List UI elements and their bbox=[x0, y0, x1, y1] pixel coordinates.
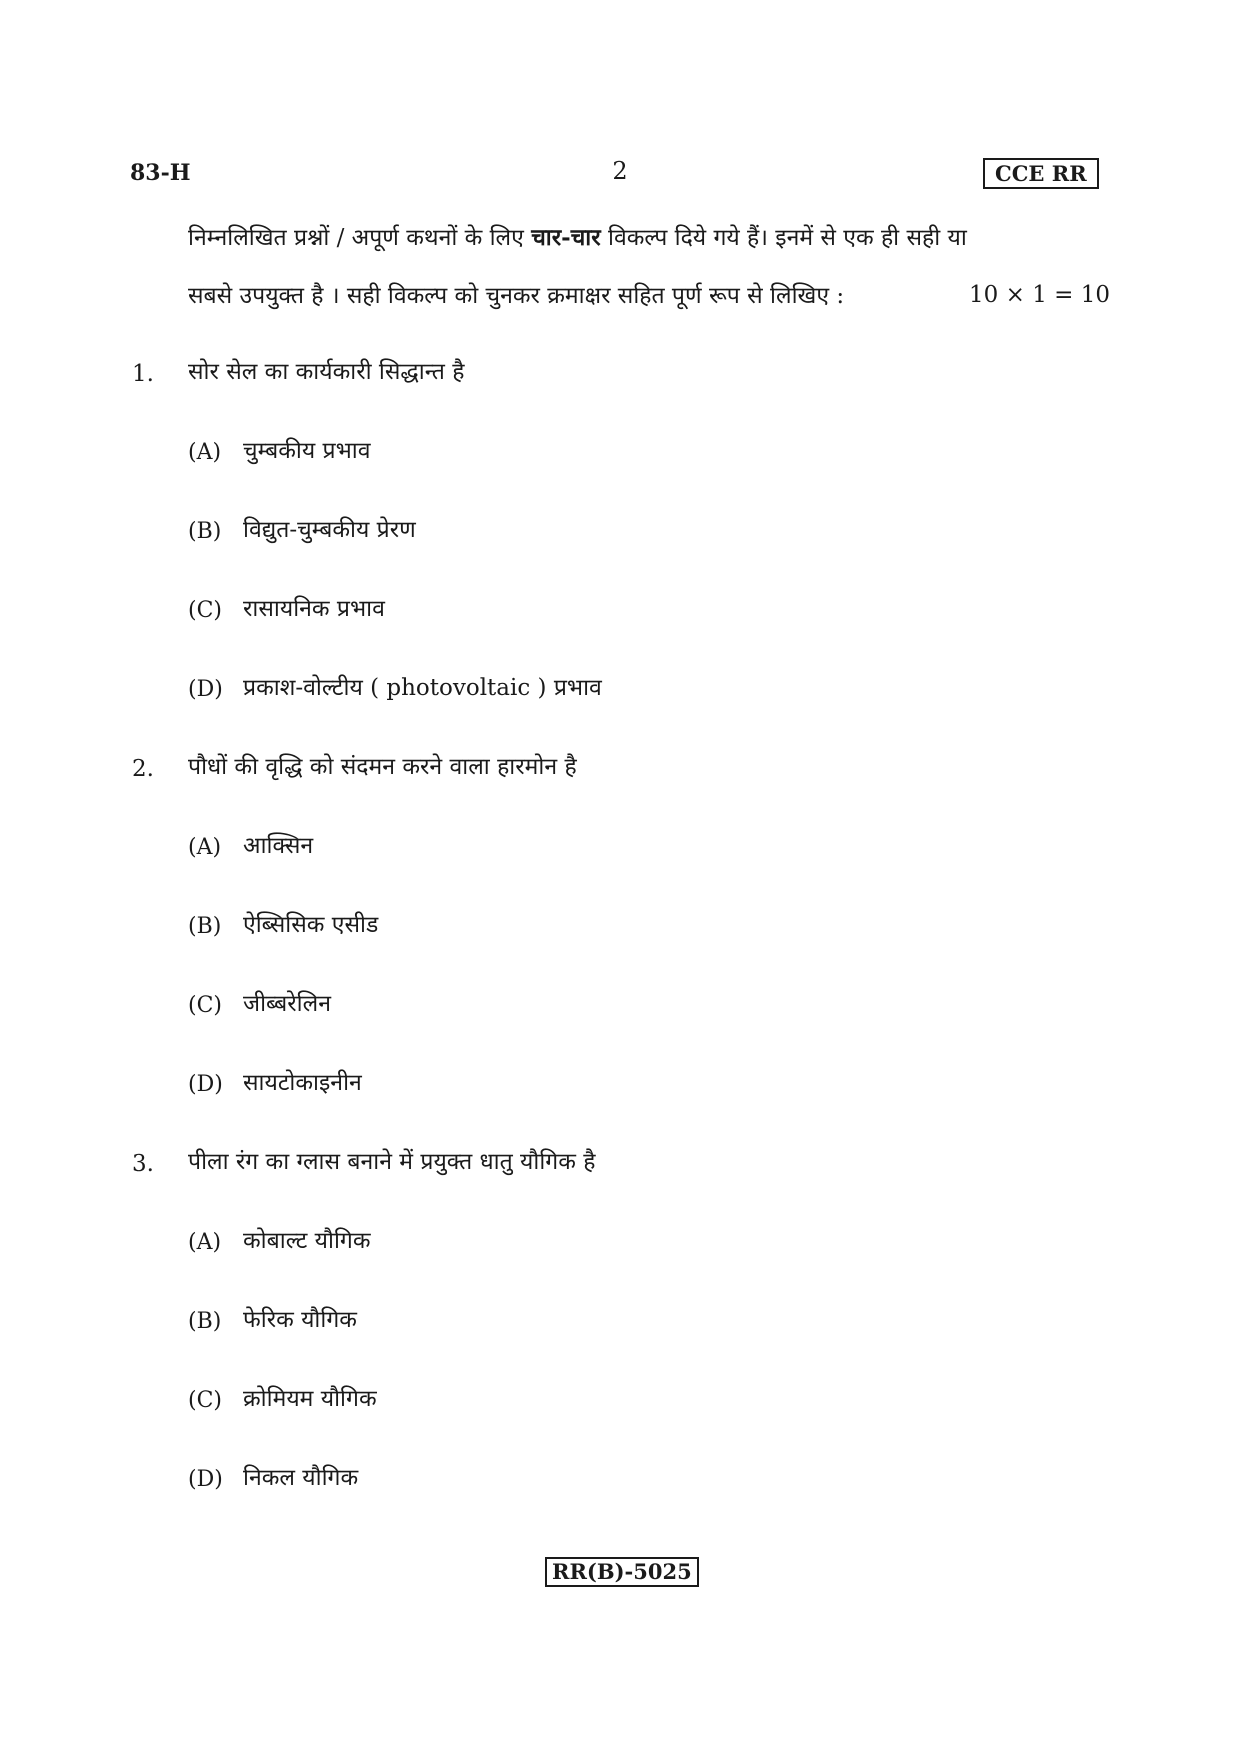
question-text: पीला रंग का ग्लास बनाने में प्रयुक्त धातु यौगिक है bbox=[188, 1149, 596, 1175]
option-text: क्रोमियम यौगिक bbox=[243, 1386, 377, 1412]
option-letter: (A) bbox=[188, 1230, 222, 1255]
option-text: ऐब्सिसिक एसीड bbox=[243, 912, 379, 938]
option-text: कोबाल्ट यौगिक bbox=[243, 1228, 371, 1254]
option-text: विद्युत-चुम्बकीय प्रेरण bbox=[243, 517, 416, 543]
question-number: 1. bbox=[132, 361, 154, 387]
instruction-line-2: सबसे उपयुक्त है । सही विकल्प को चुनकर क्रमाक्षर सहित पूर्ण रूप से लिखिए : bbox=[188, 283, 845, 309]
instruction-text: विकल्प दिये गये हैं। इनमें से एक ही सही या bbox=[600, 225, 967, 251]
option-letter: (B) bbox=[188, 1309, 222, 1334]
option-letter: (C) bbox=[188, 598, 222, 623]
question-text: सोर सेल का कार्यकारी सिद्धान्त है bbox=[188, 359, 465, 385]
page-number: 2 bbox=[612, 157, 628, 185]
option-letter: (A) bbox=[188, 440, 222, 465]
option-text: निकल यौगिक bbox=[243, 1465, 359, 1491]
paper-code: 83-H bbox=[130, 160, 191, 186]
option-text: आक्सिन bbox=[243, 833, 314, 859]
option-letter: (D) bbox=[188, 677, 223, 702]
option-letter: (A) bbox=[188, 835, 222, 860]
option-text: सायटोकाइनीन bbox=[243, 1070, 362, 1096]
instruction-line-1 bbox=[188, 222, 1110, 254]
option-letter: (D) bbox=[188, 1072, 223, 1097]
question-number: 3. bbox=[132, 1151, 154, 1177]
option-text: फेरिक यौगिक bbox=[243, 1307, 357, 1333]
option-letter: (B) bbox=[188, 519, 222, 544]
instruction-emphasis: चार-चार bbox=[531, 224, 601, 251]
option-letter: (C) bbox=[188, 1388, 222, 1413]
option-letter: (B) bbox=[188, 914, 222, 939]
series-badge: CCE RR bbox=[983, 158, 1099, 189]
option-letter: (D) bbox=[188, 1467, 223, 1492]
marks-allocation: 10 × 1 = 10 bbox=[969, 282, 1110, 308]
option-text: प्रकाश-वोल्टीय ( photovoltaic ) प्रभाव bbox=[243, 675, 602, 701]
option-letter: (C) bbox=[188, 993, 222, 1018]
option-text: जीब्बरेलिन bbox=[243, 991, 331, 1017]
option-text: चुम्बकीय प्रभाव bbox=[243, 438, 371, 464]
question-text: पौधों की वृद्धि को संदमन करने वाला हारमोन है bbox=[188, 754, 577, 780]
question-number: 2. bbox=[132, 756, 154, 782]
option-text: रासायनिक प्रभाव bbox=[243, 596, 385, 622]
instruction-text: निम्नलिखित प्रश्नों / अपूर्ण कथनों के लिए bbox=[188, 225, 532, 251]
footer-code-badge: RR(B)-5025 bbox=[545, 1557, 699, 1587]
